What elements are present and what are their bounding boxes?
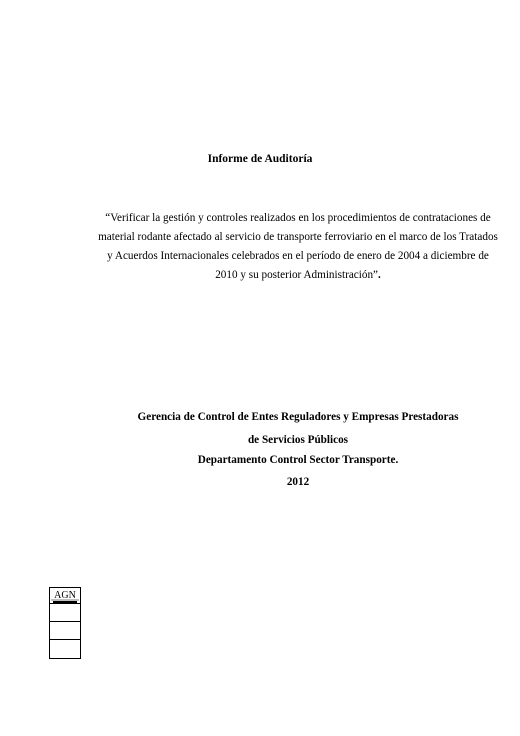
audit-objective-paragraph (96, 209, 500, 285)
svg-text:AGN: AGN (54, 590, 76, 601)
department-line: Departamento Control Sector Transporte. (197, 454, 399, 466)
document-title: Informe de Auditoría (207, 153, 313, 165)
organization-line-1: Gerencia de Control de Entes Reguladores y Empresas Prestadoras (137, 411, 459, 423)
document-year: 2012 (286, 476, 310, 488)
stamp-cell-2 (50, 622, 80, 640)
stamp-cell-3 (50, 640, 80, 658)
agn-logo-icon (50, 588, 80, 604)
organization-line-2: de Servicios Públicos (247, 434, 349, 446)
audit-objective-text: “Verificar la gestión y controles realizados en los procedimientos de contrataciones de material rodante afectado al servicio de transporte ferroviario en el marco de los Tratados y Acuerdos Internacionales celebrados en el período de enero de 2004 a diciembre de 2010 y su posterior Administración” (98, 212, 498, 281)
agn-logo-stamp (49, 587, 81, 659)
audit-objective-period: . (378, 269, 381, 281)
stamp-cell-1 (50, 604, 80, 622)
agn-logo (50, 588, 80, 604)
